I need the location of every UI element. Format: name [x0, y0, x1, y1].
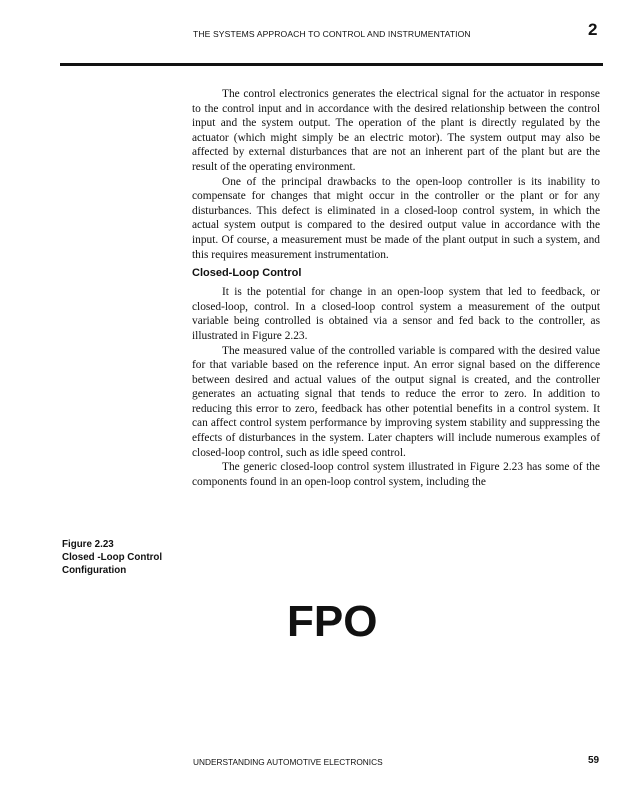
page-number: 59 — [588, 755, 600, 766]
running-foot: UNDERSTANDING AUTOMOTIVE ELECTRONICS — [193, 757, 383, 767]
figure-caption — [62, 538, 192, 578]
paragraph: The control electronics generates the electrical signal for the actuator in response to the control input and in accordance with the desired relationship between the control input and the system output. The operation of the plant is directly regulated by the actuator (which might simply be an electric motor). The system output may also be affected by external disturbances that are not an inherent part of the plant but are the result of the operating environment. — [192, 88, 600, 173]
running-head: THE SYSTEMS APPROACH TO CONTROL AND INSTRUMENTATION — [193, 29, 471, 39]
header-rule — [60, 63, 603, 66]
paragraph: One of the principal drawbacks to the open-loop controller is its inability to compensate for changes that might occur in the controller or the plant or for any disturbances. This defect is eliminated in a closed-loop control system, in which the actual system output is compared to the desired output value in accordance with the input. Of course, a measurement must be made of the plant output in such a system, and this requires measurement instrumentation. — [192, 175, 600, 261]
section-heading: Closed-Loop Control — [192, 267, 302, 280]
figure-caption-title: Closed -Loop Control — [62, 552, 163, 564]
body-text — [192, 87, 600, 489]
paragraph: The generic closed-loop control system illustrated in Figure 2.23 has some of the components found in an open-loop control system, including the — [192, 461, 600, 488]
figure-caption-title-continued: Configuration — [62, 565, 127, 577]
figure-caption-number: Figure 2.23 — [62, 539, 114, 550]
chapter-number: 2 — [588, 20, 598, 39]
paragraph: It is the potential for change in an open-loop system that led to feedback, or closed-loop, control. In a closed-loop control system a measurement of the output variable being controlled is obtained via a sensor and fed back to the controller, as illustrated in Figure 2.23. — [192, 286, 600, 342]
figure-placeholder: FPO — [287, 597, 378, 646]
paragraph: The measured value of the controlled variable is compared with the desired value for that variable based on the reference input. An error signal based on the difference between desired and actual values of the output signal is created, and the controller generates an actuating signal that tends to reduce the error to zero. In addition to reducing this error to zero, feedback has other potential benefits in a control system. It can affect control system performance by improving system stability and suppressing the effects of disturbances in the system. Later chapters will include numerous examples of closed-loop control, such as idle speed control. — [192, 344, 600, 459]
